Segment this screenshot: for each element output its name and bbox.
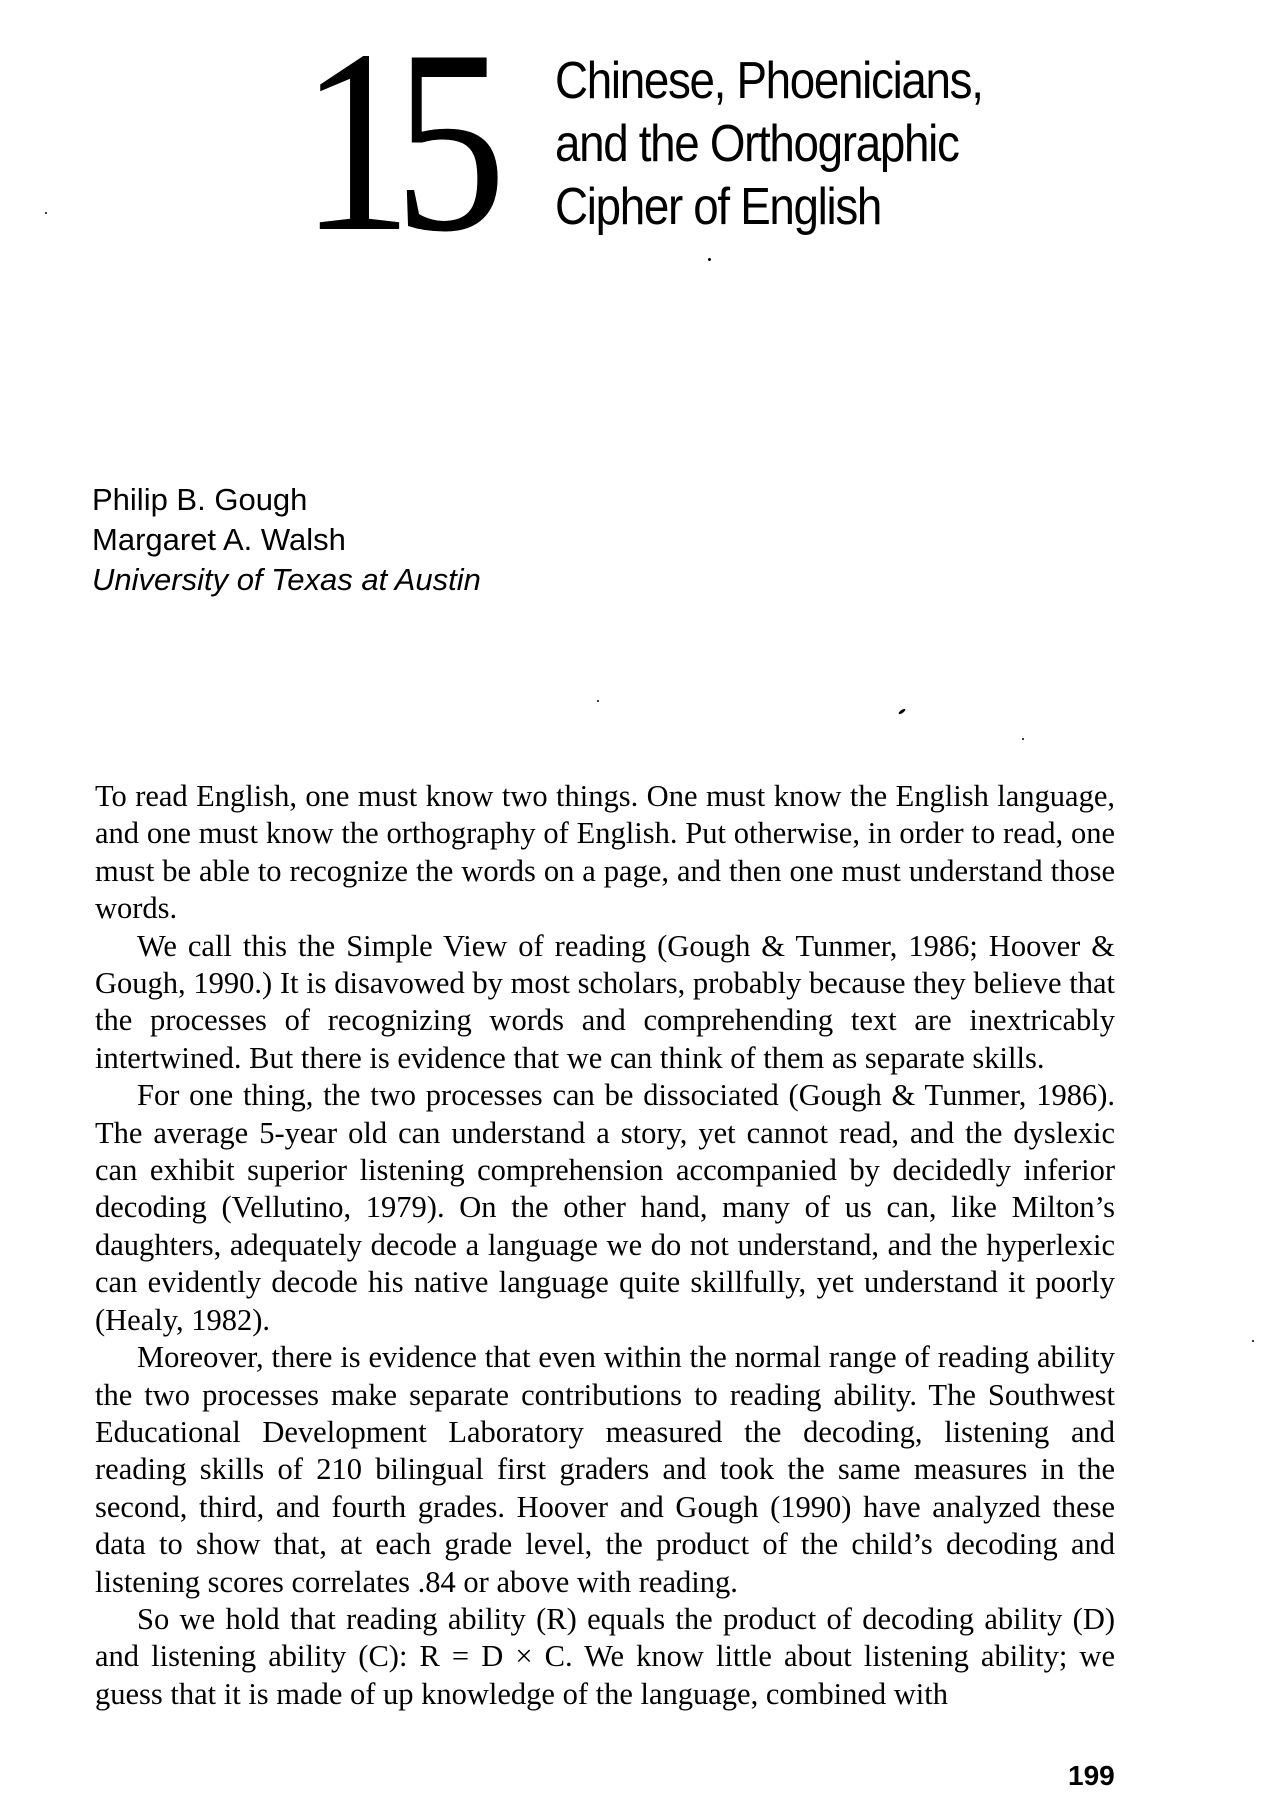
author-name: Margaret A. Walsh (92, 522, 346, 557)
chapter-title-line: Cipher of English (555, 178, 882, 236)
paragraph: Moreover, there is evidence that even within the normal range of reading ability the two processes make separate contributions to reading ability. The Southwest Educational Development Laboratory measured the decoding, listening and reading skills of 210 bilingual first graders and took the same measures in the second, third, and fourth grades. Hoover and Gough (1990) have analyzed these data to show that, at each grade level, the product of the child’s decoding and listening scores correlates .84 or above with reading. (95, 1340, 1115, 1599)
paragraph: So we hold that reading ability (R) equals the product of decoding ability (D) and listening ability (C): R = D × C. We know little about listening ability; we guess that it is made of up knowledge of the language, combined with (95, 1601, 1115, 1711)
author-affiliation: University of Texas at Austin (92, 562, 481, 597)
paragraph: To read English, one must know two things. One must know the English language, and one must know the orthography of English. Put otherwise, in order to read, one must be able to recognize the words on a page, and then one must understand those words. (95, 779, 1115, 926)
scan-speck (1252, 1340, 1254, 1342)
page-number: 199 (1068, 1760, 1115, 1791)
scan-speck (1022, 738, 1024, 740)
author-block (92, 480, 481, 600)
chapter-title-line: Chinese, Phoenicians, (555, 52, 983, 110)
body-text (95, 778, 1115, 1713)
author-name: Philip B. Gough (92, 482, 308, 517)
paragraph: We call this the Simple View of reading (Gough & Tunmer, 1986; Hoover & Gough, 1990.) It is disavowed by most scholars, probably because they believe that the processes of recognizing words and comprehending text are inextricably intertwined. But there is evidence that we can think of them as separate skills. (95, 928, 1115, 1075)
scan-speck (45, 212, 47, 214)
chapter-title (555, 50, 983, 239)
chapter-title-line: and the Orthographic (555, 115, 959, 173)
scan-speck (597, 700, 599, 702)
paragraph: For one thing, the two processes can be dissociated (Gough & Tunmer, 1986). The average 5-year old can understand a story, yet cannot read, and the dyslexic can exhibit superior listening comprehension accompanied by decidedly inferior decoding (Vellutino, 1979). On the other hand, many of us can, like Milton’s daughters, adequately decode a language we do not understand, and the hyperlexic can evidently decode his native language quite skillfully, yet understand it poorly (Healy, 1982). (95, 1078, 1115, 1337)
scan-speck (898, 708, 906, 715)
scan-speck (708, 258, 711, 261)
chapter-number: 15 (300, 0, 488, 286)
